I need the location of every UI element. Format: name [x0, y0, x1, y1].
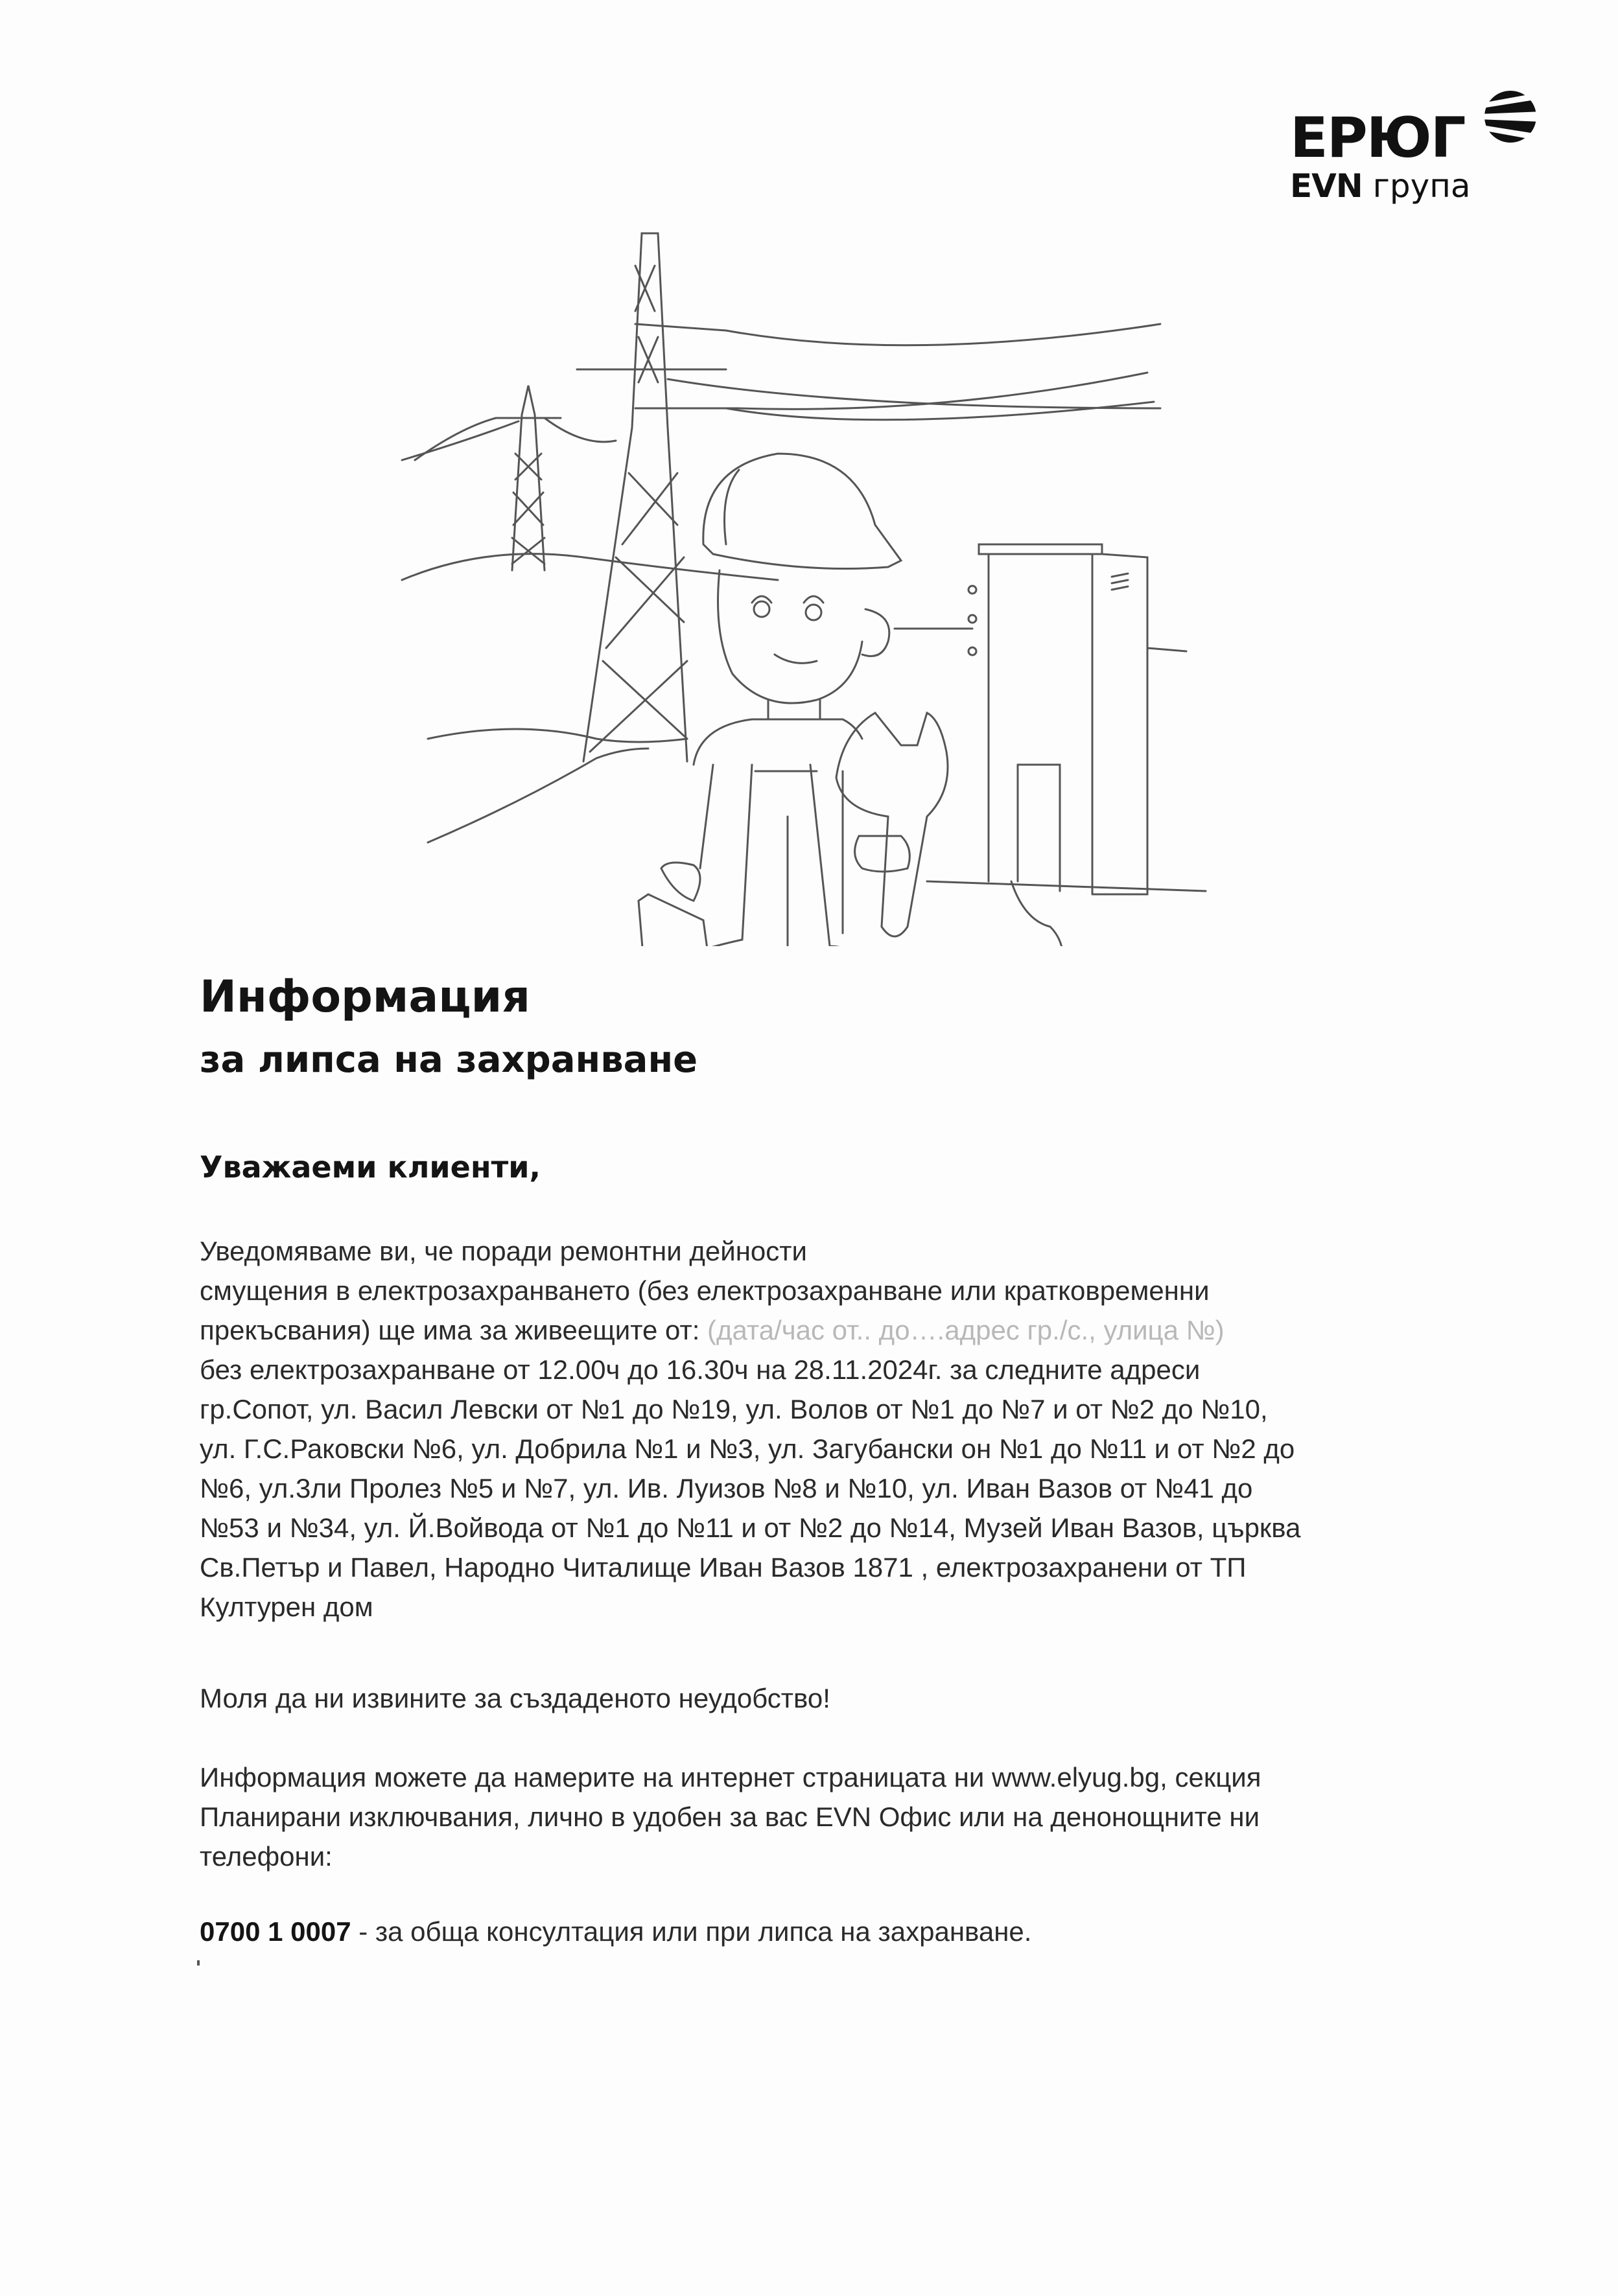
- notice-line: Уведомяваме ви, че поради ремонтни дейности: [200, 1236, 807, 1266]
- logo-brand-name: ЕРЮГ: [1290, 106, 1465, 170]
- page-title: Информация: [200, 971, 530, 1023]
- notice-line: №53 и №34, ул. Й.Войвода от №1 до №11 и от №2 до №14, Музей Иван Вазов, църква: [200, 1513, 1301, 1543]
- salutation: Уважаеми клиенти,: [200, 1150, 541, 1185]
- notice-paragraph: [200, 1231, 1457, 1627]
- notice-line: ул. Г.С.Раковски №6, ул. Добрила №1 и №3, ул. Загубански он №1 до №11 и от №2 до: [200, 1433, 1295, 1464]
- apology-text: Моля да ни извините за създаденото неудобство!: [200, 1683, 830, 1713]
- logo-group-text: група: [1372, 167, 1471, 205]
- notice-line-text: прекъсвания) ще има за живеещите от:: [200, 1315, 708, 1345]
- hotline-number: 0700 1 0007: [200, 1916, 351, 1947]
- phone-paragraph: [200, 1912, 1457, 1951]
- info-line: Планирани изключвания, лично в удобен за вас EVN Офис или на денонощните ни: [200, 1802, 1260, 1832]
- notice-line: гр.Сопот, ул. Васил Левски от №1 до №19, ул. Волов от №1 до №7 и от №2 до №10,: [200, 1394, 1268, 1424]
- apology-paragraph: [200, 1678, 1457, 1718]
- logo-evn-text: EVN: [1290, 167, 1363, 205]
- info-line: телефони:: [200, 1841, 333, 1872]
- notice-line: без електрозахранване от 12.00ч до 16.30ч на 28.11.2024г. за следните адреси: [200, 1354, 1201, 1385]
- company-logo: [1290, 84, 1549, 207]
- notice-line: Културен дом: [200, 1592, 373, 1622]
- hotline-description: - за обща консултация или при липса на захранване.: [351, 1916, 1032, 1947]
- worker-illustration: [389, 220, 1296, 946]
- notice-line: [200, 1310, 1457, 1350]
- stray-mark: [197, 1960, 200, 1966]
- page-subtitle: за липса на захранване: [200, 1039, 698, 1081]
- info-paragraph: [200, 1757, 1457, 1876]
- notice-line: смущения в електрозахранването (без електрозахранване или кратковременни: [200, 1275, 1210, 1306]
- notice-line: №6, ул.3ли Пролез №5 и №7, ул. Ив. Луизов №8 и №10, ул. Иван Вазов от №41 до: [200, 1473, 1253, 1503]
- phone-line: [200, 1912, 1457, 1951]
- evn-striped-circle-icon: [1478, 84, 1536, 149]
- info-line: Информация можете да намерите на интернет страницата ни www.elyug.bg, секция: [200, 1762, 1261, 1792]
- notice-line: Св.Петър и Павел, Народно Читалище Иван Вазов 1871 , електрозахранени от ТП: [200, 1552, 1247, 1583]
- logo-group-label: [1290, 167, 1471, 205]
- template-placeholder: (дата/час от.. до….адрес гр./с., улица №): [707, 1315, 1225, 1345]
